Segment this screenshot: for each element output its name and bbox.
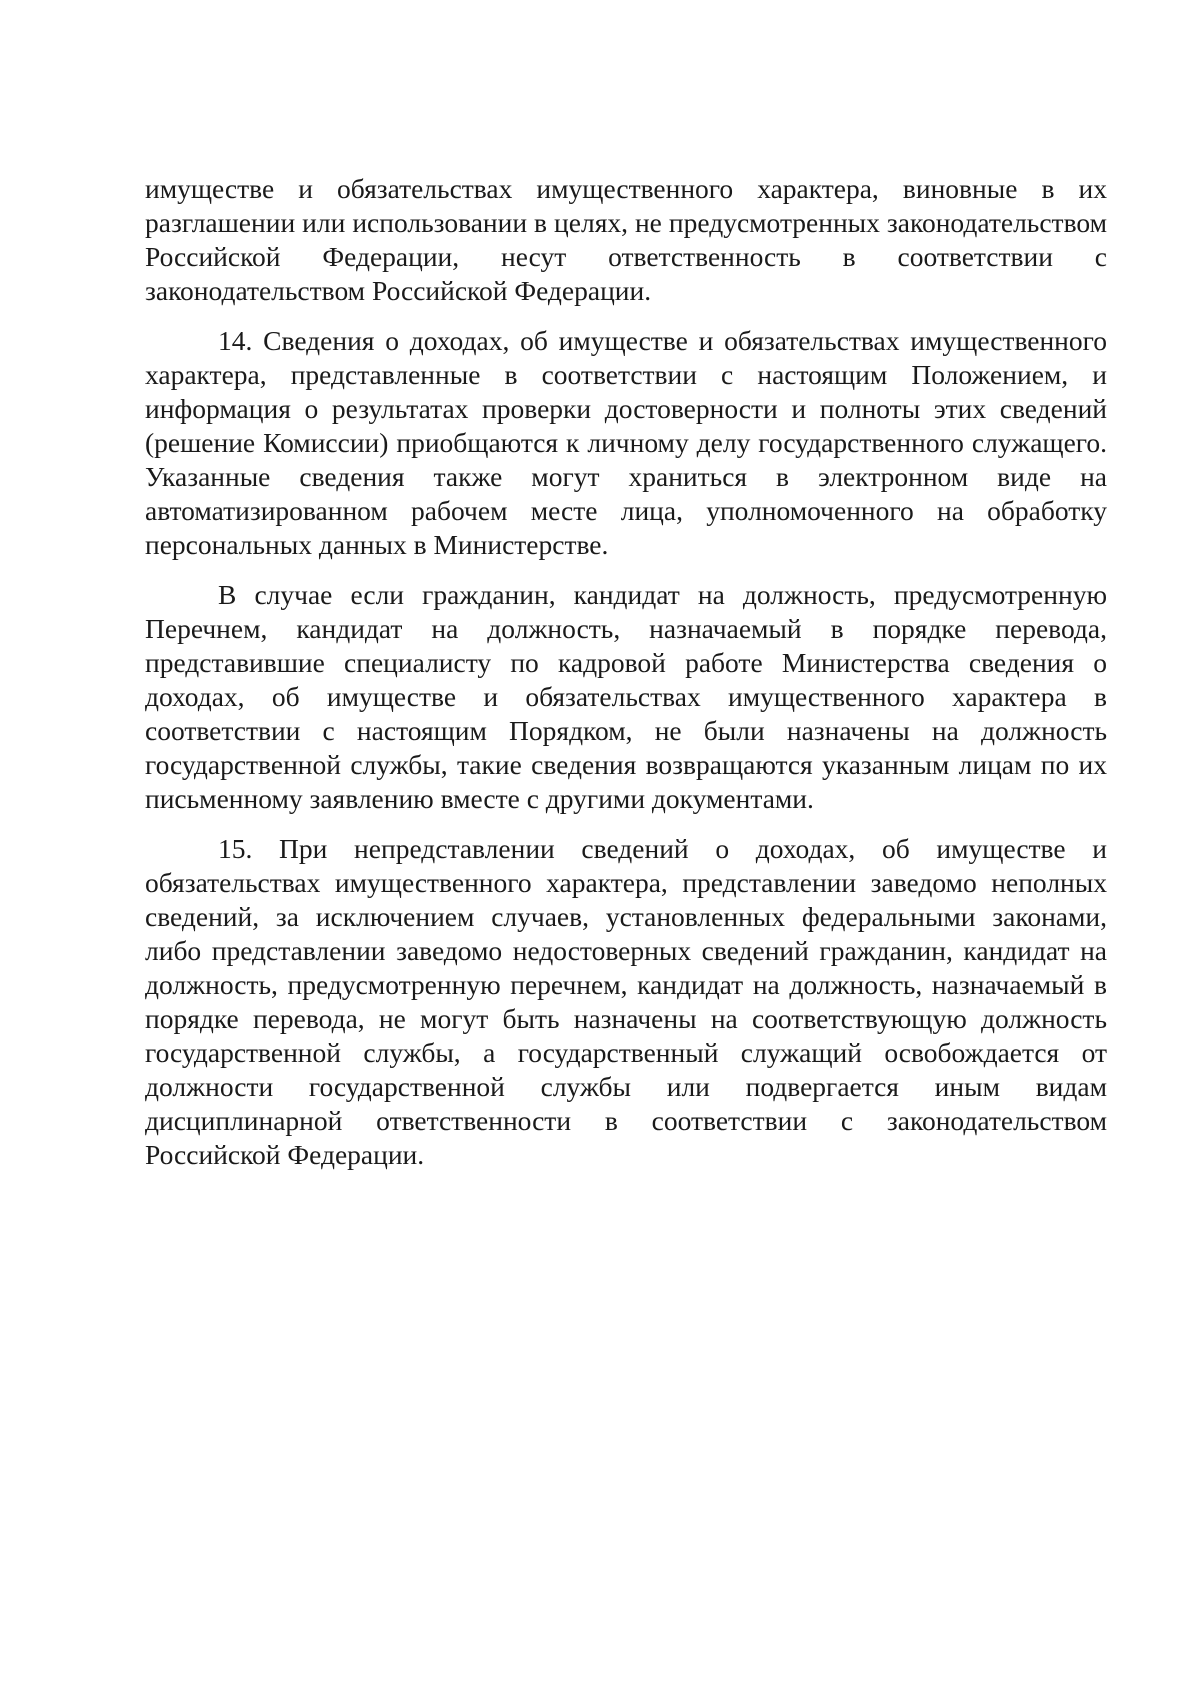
- document-body: [145, 172, 1107, 1188]
- paragraph-item-14: 14. Сведения о доходах, об имуществе и обязательствах имущественного характера, представленные в соответствии с настоящим Положением, и информация о результатах проверки достоверности и полноты этих сведений (решение Комиссии) приобщаются к личному делу государственного служащего. Указанные сведения также могут храниться в электронном виде на автоматизированном рабочем месте лица, уполномоченного на обработку персональных данных в Министерстве.: [145, 325, 1107, 560]
- paragraph-item-15: 15. При непредставлении сведений о доходах, об имуществе и обязательствах имущественного характера, представлении заведомо неполных сведений, за исключением случаев, установленных федеральными законами, либо представлении заведомо недостоверных сведений гражданин, кандидат на должность, предусмотренную перечнем, кандидат на должность, назначаемый в порядке перевода, не могут быть назначены на соответствующую должность государственной службы, а государственный служащий освобождается от должности государственной службы или подвергается иным видам дисциплинарной ответственности в соответствии с законодательством Российской Федерации.: [145, 833, 1107, 1170]
- paragraph-continuation: имуществе и обязательствах имущественного характера, виновные в их разглашении или использовании в целях, не предусмотренных законодательством Российской Федерации, несут ответственность в соответствии с законодательством Российской Федерации.: [145, 173, 1107, 306]
- paragraph-return-of-documents: В случае если гражданин, кандидат на должность, предусмотренную Перечнем, кандидат на должность, назначаемый в порядке перевода, представившие специалисту по кадровой работе Министерства сведения о доходах, об имуществе и обязательствах имущественного характера в соответствии с настоящим Порядком, не были назначены на должность государственной службы, такие сведения возвращаются указанным лицам по их письменному заявлению вместе с другими документами.: [145, 579, 1107, 814]
